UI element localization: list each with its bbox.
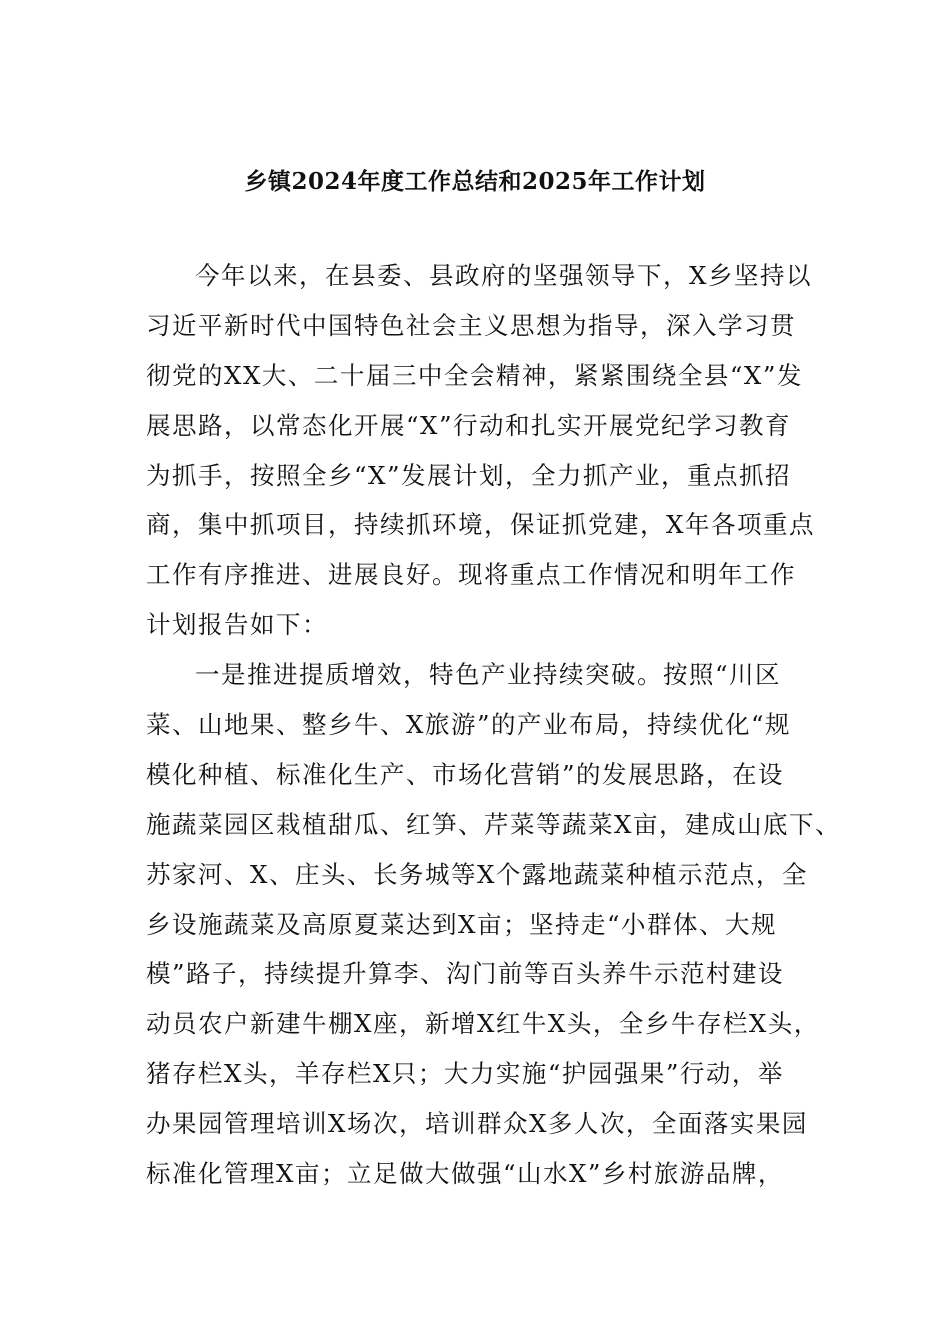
paragraph-2-line-9: 猪存栏X头，羊存栏X只；大力实施“护园强果”行动，举	[146, 1059, 784, 1089]
document-body	[146, 251, 841, 1199]
paragraph-2-line-2: 菜、山地果、整乡牛、X旅游”的产业布局，持续优化“规	[146, 710, 791, 740]
paragraph-1-line-1: 今年以来，在县委、县政府的坚强领导下，X乡坚持以	[195, 261, 812, 290]
paragraph-2-line-1: 一是推进提质增效，特色产业持续突破。按照“川区	[195, 660, 782, 690]
paragraph-2-line-11: 标准化管理X亩；立足做大做强“山水X”乡村旅游品牌，	[146, 1159, 784, 1189]
paragraph-1-line-3: 彻党的XX大、二十届三中全会精神，紧紧围绕全县“X”发	[146, 360, 803, 390]
paragraph-1-line-5: 为抓手，按照全乡“X”发展计划，全力抓产业，重点抓招	[146, 460, 791, 490]
paragraph-1-line-7: 工作有序推进、进展良好。现将重点工作情况和明年工作	[146, 560, 796, 590]
paragraph-2-line-4: 施蔬菜园区栽植甜瓜、红笋、芹菜等蔬菜X亩，建成山底下、	[146, 809, 841, 839]
paragraph-2-line-10: 办果园管理培训X场次，培训群众X多人次，全面落实果园	[146, 1109, 808, 1139]
paragraph-2-line-8: 动员农户新建牛棚X座，新增X红牛X头，全乡牛存栏X头，	[146, 1009, 820, 1039]
paragraph-2-line-7: 模”路子，持续提升算李、沟门前等百头养牛示范村建设	[146, 959, 785, 989]
paragraph-2-line-3: 模化种植、标准化生产、市场化营销”的发展思路，在设	[146, 759, 785, 789]
paragraph-1-line-4: 展思路，以常态化开展“X”行动和扎实开展党纪学习教育	[146, 410, 791, 440]
paragraph-1-line-2: 习近平新时代中国特色社会主义思想为指导，深入学习贯	[146, 310, 796, 340]
paragraph-1-line-8: 计划报告如下：	[146, 610, 328, 640]
paragraph-2-line-6: 乡设施蔬菜及高原夏菜达到X亩；坚持走“小群体、大规	[146, 909, 777, 939]
document-title: 乡镇2024年度工作总结和2025年工作计划	[244, 168, 706, 195]
paragraph-2-line-5: 苏家河、X、庄头、长务城等X个露地蔬菜种植示范点，全	[146, 859, 808, 889]
paragraph-1-line-6: 商，集中抓项目，持续抓环境，保证抓党建，X年各项重点	[146, 510, 815, 540]
